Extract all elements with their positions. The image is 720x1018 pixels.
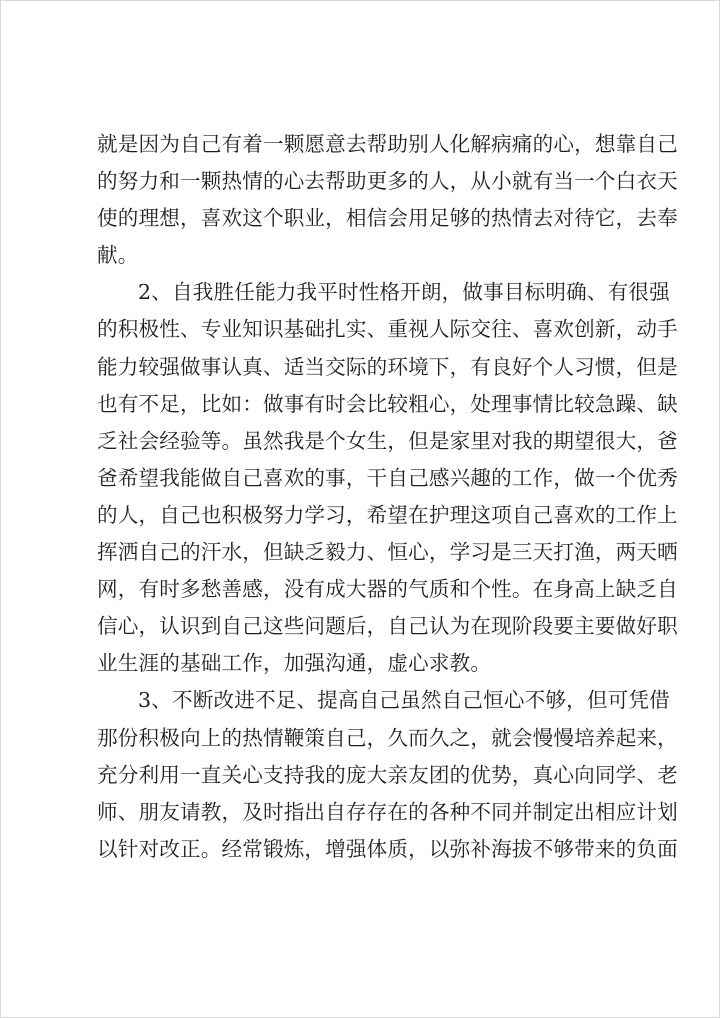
text-line: 2、自我胜任能力我平时性格开朗，做事目标明确、有很强 [138,280,670,305]
text-line: 业生涯的基础工作，加强沟通，虚心求教。 [97,651,492,676]
text-line: 师、朋友请教，及时指出自存存在的各种不同并制定出相应计划 [97,799,678,824]
text-line: 信心，认识到自己这些问题后，自己认为在现阶段要主要做好职 [97,614,678,639]
text-line: 也有不足，比如：做事有时会比较粗心，处理事情比较急躁、缺 [97,391,678,416]
text-line: 挥洒自己的汗水，但缺乏毅力、恒心，学习是三天打渔，两天晒 [97,540,678,565]
text-line: 献。 [97,243,139,268]
text-line: 的努力和一颗热情的心去帮助更多的人，从小就有当一个白衣天 [97,169,678,194]
text-line: 那份积极向上的热情鞭策自己，久而久之，就会慢慢培养起来， [97,725,678,750]
document-body [97,126,678,868]
text-line: 网，有时多愁善感，没有成大器的气质和个性。在身高上缺乏自 [97,577,678,602]
text-line: 能力较强做事认真、适当交际的环境下，有良好个人习惯，但是 [97,354,678,379]
paragraph-2 [97,274,678,682]
text-line: 以针对改正。经常锻炼，增强体质，以弥补海拔不够带来的负面 [97,836,678,861]
text-line: 的积极性、专业知识基础扎实、重视人际交往、喜欢创新，动手 [97,317,678,342]
text-line: 乏社会经验等。虽然我是个女生，但是家里对我的期望很大，爸 [97,428,678,453]
text-line: 的人，自己也积极努力学习，希望在护理这项自己喜欢的工作上 [97,502,678,527]
text-line: 爸希望我能做自己喜欢的事，干自己感兴趣的工作，做一个优秀 [97,465,678,490]
text-line: 3、不断改进不足、提高自己虽然自己恒心不够，但可凭借 [138,688,670,713]
paragraph-3 [97,682,678,867]
text-line: 充分利用一直关心支持我的庞大亲友团的优势，真心向同学、老 [97,762,678,787]
text-line: 就是因为自己有着一颗愿意去帮助别人化解病痛的心，想靠自己 [97,132,678,156]
paragraph-1 [97,126,678,274]
text-line: 使的理想，喜欢这个职业，相信会用足够的热情去对待它，去奉 [97,206,678,231]
